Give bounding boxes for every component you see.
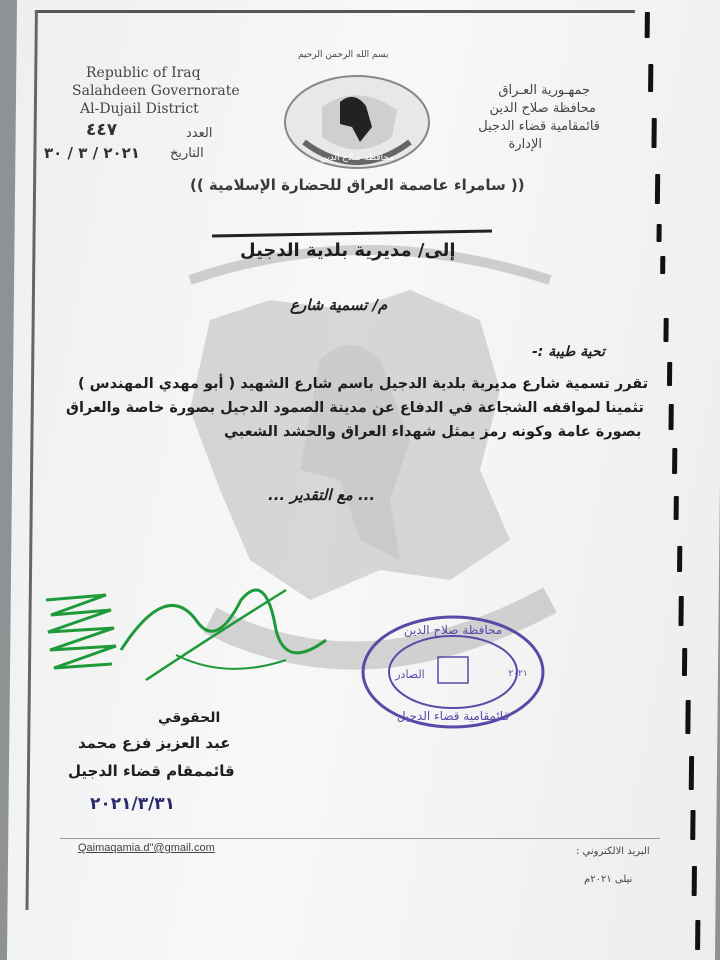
edge-mark [648, 64, 653, 92]
header-ar-line: قائمقامية قضاء الدجيل [478, 119, 600, 134]
date-label: التاريخ [170, 146, 204, 161]
stamp-bottom-text: قائمقامية قضاء الدجيل [396, 709, 510, 723]
edge-mark [678, 596, 683, 626]
edge-mark [667, 362, 672, 386]
edge-mark [672, 448, 677, 474]
edge-mark [682, 648, 687, 676]
body-line: تقرر تسمية شارع مديرية بلدية الدجيل باسم شارع الشهيد ( أبو مهدي المهندس ) [78, 376, 649, 392]
slogan: (( سامراء عاصمة العراق للحضارة الإسلامية )) [190, 176, 525, 194]
edge-mark [663, 318, 668, 342]
signature-date: ٢٠٢١/٣/٣١ [90, 794, 176, 814]
edge-mark [685, 700, 690, 734]
header-ar-line: محافظة صلاح الدين [489, 101, 596, 116]
closing: ... مع التقدير ... [268, 486, 376, 504]
stamp-year: ٢٠٢١ [508, 669, 528, 679]
edge-mark [645, 12, 650, 38]
header-en-line: Republic of Iraq [86, 65, 201, 81]
signer-position: قائممقام قضاء الدجيل [68, 762, 235, 780]
edge-mark [692, 866, 697, 896]
edge-mark [660, 256, 665, 274]
edge-mark [651, 118, 656, 148]
number-label: العدد [186, 126, 213, 141]
border-left [25, 10, 37, 910]
edge-mark [674, 496, 679, 520]
header-ar-line: جمهـورية العـراق [498, 83, 590, 98]
date-value: ٢٠٢١ / ٣ / ٣٠ [44, 144, 140, 162]
stamp-top-text: محافظة صلاح الدين [403, 623, 503, 637]
footer-email-label: البريد الالكتروني : [576, 846, 650, 857]
greeting: تحية طيبة :- [532, 344, 605, 360]
footer-email: Qaimaqamia.d"@gmail.com [78, 842, 215, 854]
edge-mark [695, 920, 700, 950]
edge-mark [689, 756, 694, 790]
official-stamp [358, 612, 548, 732]
border-top [35, 10, 635, 13]
footer-copies: نيلى ٢٠٢١م [584, 874, 633, 885]
edge-mark [677, 546, 682, 572]
handwritten-signature [26, 560, 346, 710]
edge-mark [656, 224, 661, 242]
header-ar-line: الإدارة [508, 137, 542, 152]
edge-mark [669, 404, 674, 430]
header-en-line: Salahdeen Governorate [72, 83, 240, 99]
signer-name: عبد العزيز فزع محمد [78, 734, 231, 752]
logo-text: محافظة صلاح الدين [320, 153, 394, 163]
governorate-logo [282, 72, 432, 172]
body-line: تثمينا لمواقفه الشجاعة في الدفاع عن مدينة الصمود الدجيل بصورة خاصة والعراق [66, 400, 644, 416]
number-value: ٤٤٧ [86, 120, 118, 140]
edge-mark [690, 810, 695, 840]
header-en-line: Al-Dujail District [80, 101, 199, 117]
basmala: بسم الله الرحمن الرحيم [298, 50, 389, 60]
recipient: إلى/ مديرية بلدية الدجيل [240, 240, 456, 261]
body-line: بصورة عامة وكونه رمز يمثل شهداء العراق والحشد الشعبي [224, 424, 642, 440]
signer-title: الحقوقي [158, 710, 221, 726]
edge-mark [655, 174, 660, 204]
stamp-middle-text: الصادر [395, 668, 425, 681]
subject: م/ تسمية شارع [290, 296, 388, 314]
footer-divider [60, 838, 660, 839]
